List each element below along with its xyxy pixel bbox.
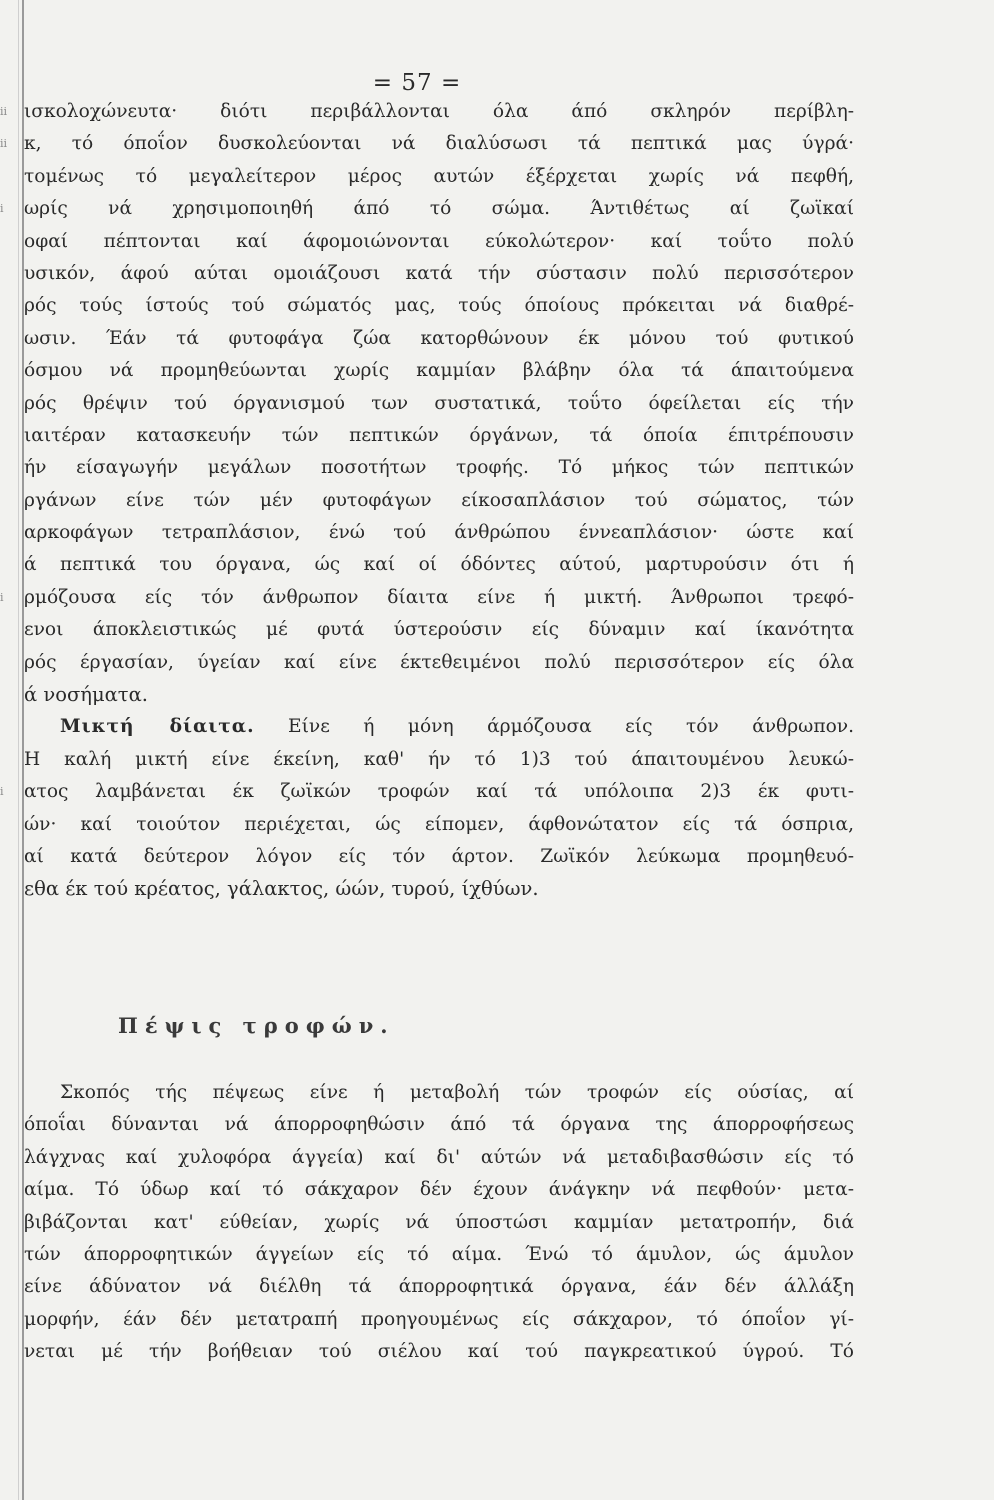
margin-mark [0, 647, 16, 679]
text-span: Είνε ή μόνη άρμόζουσα είς τόν άνθρωπον. [288, 716, 854, 738]
margin-mark [0, 388, 16, 420]
margin-mark [0, 614, 16, 646]
text-line: όσμου νά προμηθεύωνται χωρίς καμμίαν βλάβην όλα τά άπαιτούμενα [24, 360, 854, 382]
text-line: αίμα. Τό ύδωρ καί τό σάκχαρον δέν έχουν άνάγκην νά πεφθούν· μετα- [24, 1179, 854, 1201]
margin-mark [0, 420, 16, 452]
text-line: ατος λαμβάνεται έκ ζωϊκών τροφών καί τά υπόλοιπα 2)3 έκ φυτι- [24, 781, 854, 803]
margin-mark [0, 355, 16, 387]
margin-mark [0, 485, 16, 517]
section-lead-line [24, 711, 854, 743]
text-line: εθα έκ τού κρέατος, γάλακτος, ώών, τυρού, ίχθύων. [24, 877, 539, 901]
text-line: νεται μέ τήν βοήθειαν τού σιέλου καί τού παγκρεατικού ύγρού. Τό [24, 1341, 854, 1363]
margin-marks [0, 96, 16, 809]
text-line: ών· καί τοιούτον περιέχεται, ώς είπομεν, άφθονώτατον είς τά όσπρια, [24, 813, 854, 835]
text-line: ρμόζουσα είς τόν άνθρωπον δίαιτα είνε ή μικτή. Άνθρωποι τρεφό- [24, 586, 854, 608]
text-line: ρός τούς ίστούς τού σώματός μας, τούς όποίους πρόκειται νά διαθρέ- [24, 295, 854, 317]
margin-mark: i [0, 202, 4, 216]
text-line: μορφήν, έάν δέν μετατραπή προηγουμένως είς σάκχαρον, τό όποΐον γί- [24, 1308, 854, 1330]
text-line: βιβάζονται κατ' εύθείαν, χωρίς νά ύποστώσι καμμίαν μετατροπήν, διά [24, 1211, 854, 1233]
text-line: ήν είσαγωγήν μεγάλων ποσοτήτων τροφής. Τό μήκος τών πεπτικών [24, 457, 854, 479]
paragraph-block-3 [24, 1077, 854, 1369]
mixed-diet-lead: Μικτή δίαιτα. [60, 716, 255, 738]
page-number: = 57 = [372, 70, 462, 96]
paragraph-block-1 [24, 96, 854, 906]
margin-mark [0, 323, 16, 355]
margin-mark [0, 549, 16, 581]
margin-mark: ii [0, 137, 8, 151]
text-line: ά πεπτικά του όργανα, ώς καί οί όδόντες αύτού, μαρτυρούσιν ότι ή [24, 554, 854, 576]
text-line: Η καλή μικτή είνε έκείνη, καθ' ήν τό 1)3 τού άπαιτουμένου λευκώ- [24, 748, 854, 770]
section-heading: Πέψις τροφών. [118, 1013, 395, 1038]
text-line: οφαί πέπτονται καί άφομοιώνονται εύκολώτερον· καί τοΰτο πολύ [24, 230, 854, 252]
text-line: ωρίς νά χρησιμοποιηθή άπό τό σώμα. Άντιθέτως αί ζωϊκαί [24, 198, 854, 220]
text-line: υσικόν, άφού αύται ομοιάζουσι κατά τήν σύστασιν πολύ περισσότερον [24, 262, 854, 284]
margin-mark [0, 517, 16, 549]
margin-mark [0, 744, 16, 776]
margin-mark [0, 452, 16, 484]
margin-mark [0, 226, 16, 258]
margin-mark [0, 161, 16, 193]
text-line: αί κατά δεύτερον λόγον είς τόν άρτον. Ζωϊκόν λεύκωμα προμηθευό- [24, 845, 854, 867]
text-line: ργάνων είνε τών μέν φυτοφάγων είκοσαπλάσιον τού σώματος, τών [24, 489, 854, 511]
text-line: κ, τό όποΐον δυσκολεύονται νά διαλύσωσι τά πεπτικά μας ύγρά· [24, 133, 854, 155]
text-line: τομένως τό μεγαλείτερον μέρος αυτών έξέρχεται χωρίς νά πεφθή, [24, 165, 854, 187]
gutter-shadow [18, 0, 19, 1500]
text-line: ιαιτέραν κατασκευήν τών πεπτικών όργάνων, τά όποία έπιτρέπουσιν [24, 424, 854, 446]
text-line: όποΐαι δύνανται νά άπορροφηθώσιν άπό τά όργανα της άπορροφήσεως [24, 1114, 854, 1136]
text-line: αρκοφάγων τετραπλάσιον, ένώ τού άνθρώπου έννεαπλάσιον· ώστε καί [24, 522, 854, 544]
margin-mark [0, 711, 16, 743]
text-line: λάγχνας καί χυλοφόρα άγγεία) καί δι' αύτών νά μεταδιβασθώσιν είς τό [24, 1146, 854, 1168]
text-line: ενοι άποκλειστικώς μέ φυτά ύστερούσιν είς δύναμιν καί ίκανότητα [24, 619, 854, 641]
text-line: Σκοπός τής πέψεως είνε ή μεταβολή τών τροφών είς ούσίας, αί [60, 1082, 854, 1103]
text-line: τών άπορροφητικών άγγείων είς τό αίμα. Ένώ τό άμυλον, ώς άμυλον [24, 1243, 854, 1265]
text-line: ωσιν. Έάν τά φυτοφάγα ζώα κατορθώνουν έκ μόνου τού φυτικού [24, 327, 854, 349]
text-line: ισκολοχώνευτα· διότι περιβάλλονται όλα άπό σκληρόν περίβλη- [24, 101, 854, 122]
margin-mark [0, 290, 16, 322]
text-line: ά νοσήματα. [24, 683, 148, 707]
margin-mark [0, 258, 16, 290]
margin-mark: i [0, 590, 4, 604]
margin-mark [0, 679, 16, 711]
text-line: ρός έργασίαν, ύγείαν καί είνε έκτεθειμένοι πολύ περισσότερον είς όλα [24, 651, 854, 673]
text-line: ρός θρέψιν τού όργανισμού των συστατικά, τοΰτο όφείλεται είς τήν [24, 392, 854, 414]
margin-mark: i [0, 785, 4, 799]
margin-mark: ii [0, 105, 8, 118]
text-line: είνε άδύνατον νά διέλθη τά άπορροφητικά όργανα, έάν δέν άλλάξη [24, 1276, 854, 1298]
